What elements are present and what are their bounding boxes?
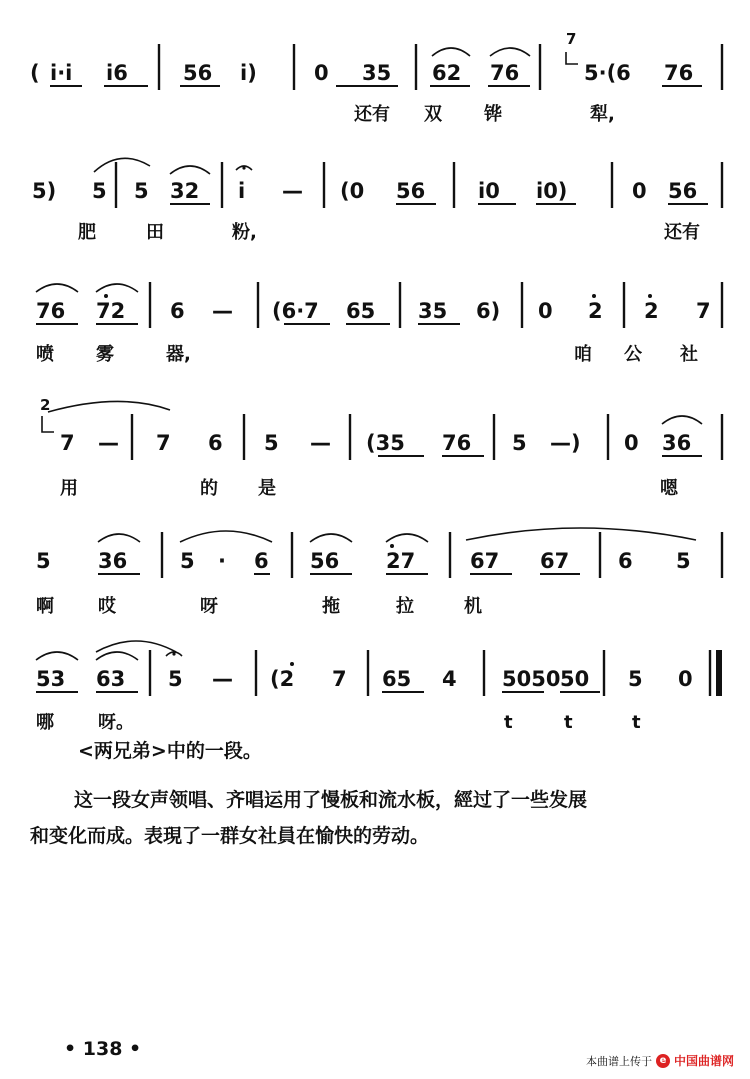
octave-dot	[104, 294, 108, 298]
score-row-5	[36, 528, 722, 617]
slur	[180, 531, 272, 542]
note: 56	[668, 179, 698, 203]
slur	[36, 652, 78, 660]
score-row-3	[36, 282, 722, 365]
grace-mark	[566, 52, 578, 64]
lyric: 粉,	[232, 222, 257, 243]
slur	[466, 528, 696, 540]
note: 67	[540, 549, 570, 573]
note: 50	[560, 667, 590, 691]
lyric: 器,	[166, 344, 191, 365]
note: 2	[588, 299, 603, 323]
note: 2	[644, 299, 659, 323]
note: i0	[478, 179, 500, 203]
lyric: 啊	[36, 596, 54, 617]
note: 5	[628, 667, 643, 691]
note: i0)	[536, 179, 568, 203]
note: —	[310, 431, 331, 455]
note: 0	[538, 299, 553, 323]
note: 76	[490, 61, 520, 85]
note: 72	[96, 299, 126, 323]
note: 65	[346, 299, 376, 323]
note: 76	[36, 299, 66, 323]
note: 7	[332, 667, 347, 691]
watermark	[586, 1052, 734, 1069]
note: 4	[442, 667, 457, 691]
slur	[96, 284, 138, 292]
description-line-2: 和变化而成。表現了一群女社員在愉快的劳动。	[30, 825, 430, 847]
lyric: 还有	[354, 104, 390, 125]
lyric: 公	[624, 344, 642, 365]
note: —)	[550, 431, 581, 455]
note: (35	[366, 431, 405, 455]
lyric: 双	[424, 104, 442, 125]
lyric: 雾	[96, 344, 114, 365]
description	[30, 782, 730, 854]
note: 6	[208, 431, 223, 455]
note: 0	[632, 179, 647, 203]
note: (	[30, 61, 40, 85]
fermata-dot	[172, 652, 175, 655]
note: 76	[664, 61, 694, 85]
note: 56	[183, 61, 213, 85]
lyric: 喷	[36, 344, 54, 365]
note: 36	[98, 549, 128, 573]
note: —	[212, 299, 233, 323]
fermata-dot	[242, 166, 245, 169]
slur	[170, 166, 210, 174]
note: 5	[168, 667, 183, 691]
note: 7	[60, 431, 75, 455]
note: 35	[418, 299, 448, 323]
slur	[96, 652, 138, 660]
lyric: 呀	[200, 596, 218, 617]
note: 36	[662, 431, 692, 455]
note: 0	[624, 431, 639, 455]
note: 5	[180, 549, 195, 573]
note: 5050	[502, 667, 561, 691]
note: 5	[134, 179, 149, 203]
watermark-prefix: 本曲谱上传于	[585, 1054, 652, 1068]
slur	[96, 641, 176, 652]
lyric: 哪	[36, 712, 54, 730]
note: 6)	[476, 299, 501, 323]
note: i)	[240, 61, 257, 85]
slur	[94, 158, 150, 172]
lyric: 机	[464, 596, 482, 617]
note: 5	[264, 431, 279, 455]
note: 6	[254, 549, 269, 573]
slur	[310, 534, 352, 542]
lyric: 拉	[396, 596, 414, 617]
note: 62	[432, 61, 462, 85]
note: 5	[676, 549, 691, 573]
note: 5)	[32, 179, 57, 203]
note: 27	[386, 549, 416, 573]
note: 5·(6	[584, 61, 631, 85]
lyric: t	[564, 712, 573, 730]
note: 65	[382, 667, 412, 691]
site-logo-icon: e	[656, 1054, 670, 1068]
note: i	[238, 179, 246, 203]
score-row-1	[30, 30, 722, 125]
lyric: t	[504, 712, 513, 730]
note: (6·7	[272, 299, 319, 323]
note: 53	[36, 667, 66, 691]
note: (2	[270, 667, 295, 691]
note: 0	[678, 667, 693, 691]
note: (0	[340, 179, 365, 203]
page-number: • 138 •	[64, 1038, 142, 1060]
note: 56	[396, 179, 426, 203]
score-row-6	[36, 641, 722, 730]
lyric: 犁,	[590, 104, 615, 125]
lyric: 田	[146, 222, 164, 243]
slur	[432, 48, 470, 56]
octave-dot	[648, 294, 652, 298]
grace-note: 7	[566, 30, 577, 48]
final-barline-thick	[716, 650, 722, 696]
lyric: 咱	[574, 344, 592, 365]
slur	[490, 48, 530, 56]
note: 5	[36, 549, 51, 573]
note: 63	[96, 667, 126, 691]
note: i·i	[50, 61, 73, 85]
slur	[662, 416, 702, 424]
note: —	[98, 431, 119, 455]
lyric: 用	[60, 478, 78, 499]
lyric: 嗯	[660, 478, 678, 499]
note: 32	[170, 179, 200, 203]
lyric: 铧	[484, 104, 502, 125]
grace-mark	[42, 416, 54, 432]
octave-dot	[390, 544, 394, 548]
lyric: 拖	[322, 596, 340, 617]
slur	[36, 284, 78, 292]
note: 7	[696, 299, 711, 323]
description-line-1: 这一段女声领唱、齐唱运用了慢板和流水板，經过了一些发展	[74, 789, 588, 811]
note: 67	[470, 549, 500, 573]
source-line: <两兄弟>中的一段。	[78, 740, 262, 762]
slur	[98, 534, 140, 542]
octave-dot	[592, 294, 596, 298]
score-row-2	[32, 158, 722, 243]
note: 56	[310, 549, 340, 573]
note: 0	[314, 61, 329, 85]
lyric: 还有	[664, 222, 700, 243]
lyric: 社	[680, 344, 698, 365]
note: 6	[170, 299, 185, 323]
note: 35	[362, 61, 392, 85]
lyric: 呀。	[98, 712, 134, 730]
lyric: 的	[200, 478, 218, 499]
grace-note: 2	[40, 396, 51, 414]
watermark-site: 中国曲谱网	[673, 1054, 734, 1068]
lyric: 哎	[98, 596, 116, 617]
lyric: 肥	[78, 222, 96, 243]
note: 5	[512, 431, 527, 455]
note: i6	[106, 61, 128, 85]
note: —	[282, 179, 303, 203]
lyric: 是	[258, 478, 276, 499]
note: 7	[156, 431, 171, 455]
note: —	[212, 667, 233, 691]
octave-dot	[290, 662, 294, 666]
note: ·	[218, 549, 226, 573]
score-row-4	[40, 396, 722, 499]
note: 6	[618, 549, 633, 573]
lyric: t	[632, 712, 641, 730]
slur	[48, 401, 170, 412]
slur	[386, 534, 428, 542]
note: 5	[92, 179, 107, 203]
note: 76	[442, 431, 472, 455]
